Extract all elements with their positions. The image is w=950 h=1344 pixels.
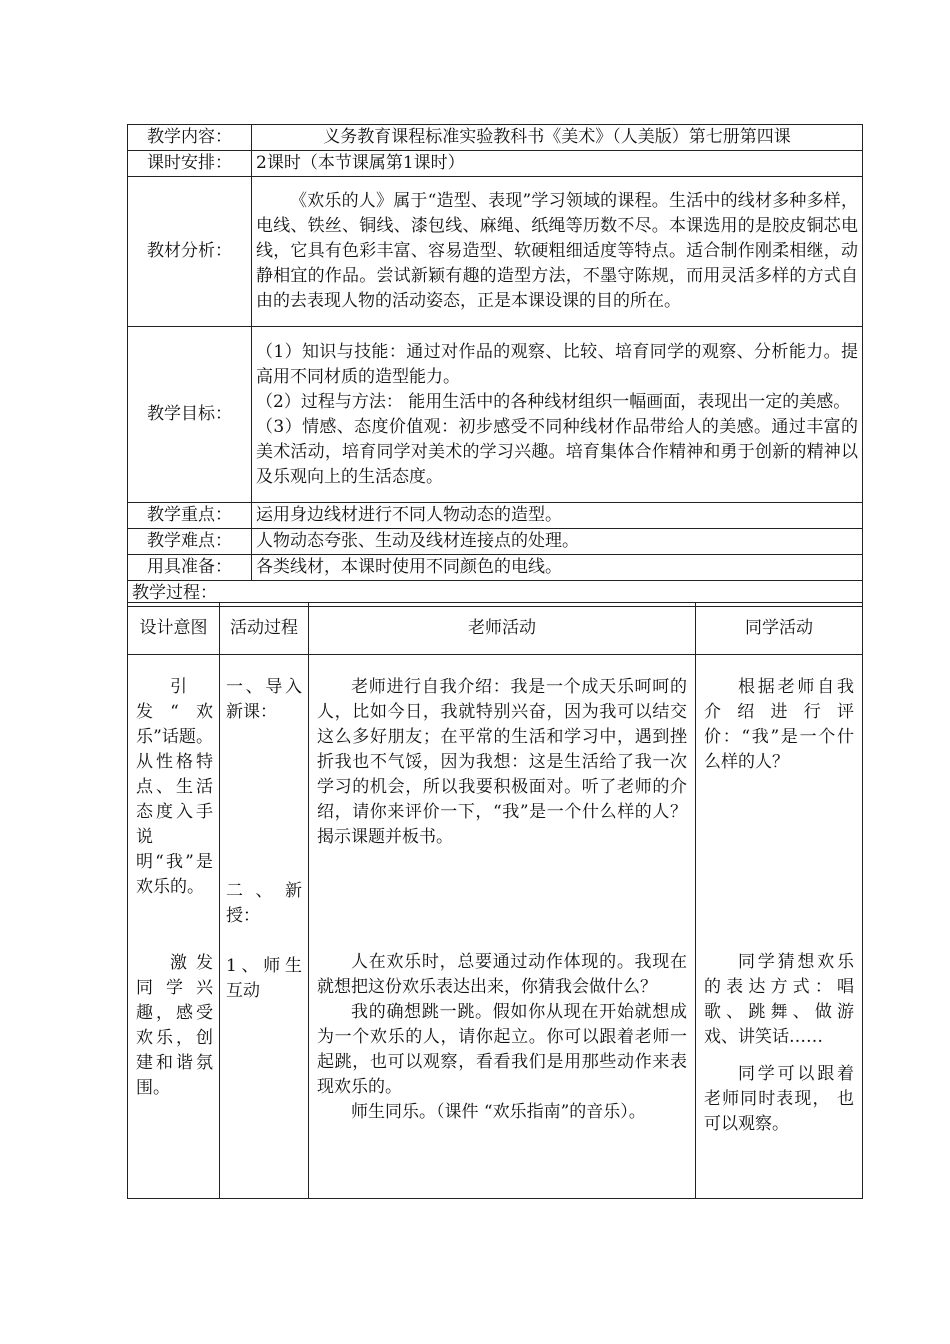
step-cell bbox=[220, 655, 309, 1199]
teacher-cell bbox=[309, 655, 696, 1199]
student-follow: 同学可以跟着老师同时表现， 也可以观察。 bbox=[704, 1064, 854, 1134]
header-intent: 设计意图 bbox=[128, 603, 220, 655]
content-value: 义务教育课程标准实验教科书《美术》（人美版）第七册第四课 bbox=[252, 125, 863, 151]
goal-attitude: （3）情感、态度价值观：初步感受不同种线材作品带给人的美感。通过丰富的美术活动，培育同学对美术的学习兴趣。培育集体合作精神和勇于创新的精神以及乐观向上的生活态度。 bbox=[256, 416, 858, 487]
analysis-label: 教材分析： bbox=[128, 177, 252, 327]
teacher-intro: 老师进行自我介绍：我是一个成天乐呵呵的人，比如今日，我就特别兴奋，因为我可以结交这么多好朋友；在平常的生活和学习中，遇到挫折我也不气馁，因为我想：这是生活给了我一次学习的机会，所以我要积极面对。听了老师的介绍，请你来评价一下，“我”是一个什么样的人？揭示课题并板书。 bbox=[317, 677, 687, 847]
teacher-music: 师生同乐。（课件 “欢乐指南”的音乐）。 bbox=[351, 1102, 646, 1122]
tools-label: 用具准备： bbox=[128, 555, 252, 581]
header-student: 同学活动 bbox=[696, 603, 863, 655]
difficulty-label: 教学难点： bbox=[128, 529, 252, 555]
intent-1: 引发“欢乐”话题。从性格特点、生活态度入手说明“我”是欢乐的。 bbox=[136, 677, 213, 897]
goal-process: （2）过程与方法： 能用生活中的各种线材组织一幅画面，表现出一定的美感。 bbox=[256, 391, 851, 412]
key-value: 运用身边线材进行不同人物动态的造型。 bbox=[252, 503, 863, 529]
goal-label: 教学目标： bbox=[128, 327, 252, 503]
step-intro: 一、导入新课： bbox=[226, 677, 302, 722]
header-step: 活动过程 bbox=[220, 603, 309, 655]
tools-value: 各类线材，本课时使用不同颜色的电线。 bbox=[252, 555, 863, 581]
key-label: 教学重点： bbox=[128, 503, 252, 529]
lesson-info-table bbox=[127, 124, 863, 607]
step-interaction: 1、师生互动 bbox=[226, 956, 302, 1001]
student-guess: 同学猜想欢乐的表达方式：唱歌、跳舞、做游戏、讲笑话…… bbox=[704, 952, 854, 1047]
process-label: 教学过程： bbox=[128, 581, 863, 607]
intent-cell bbox=[128, 655, 220, 1199]
intent-2: 激发同学兴趣，感受欢乐，创建和谐氛围。 bbox=[136, 953, 213, 1098]
content-label: 教学内容： bbox=[128, 125, 252, 151]
goal-knowledge: （1）知识与技能：通过对作品的观察、比较、培育同学的观察、分析能力。提高用不同材质的造型能力。 bbox=[256, 341, 858, 387]
header-teacher: 老师活动 bbox=[309, 603, 696, 655]
teacher-dance: 我的确想跳一跳。假如你从现在开始就想成为一个欢乐的人，请你起立。你可以跟着老师一起跳，也可以观察，看看我们是用那些动作来表现欢乐的。 bbox=[317, 1002, 687, 1097]
teaching-process-table bbox=[127, 602, 863, 1199]
goal-value bbox=[252, 327, 863, 503]
schedule-label: 课时安排： bbox=[128, 151, 252, 177]
difficulty-value: 人物动态夸张、生动及线材连接点的处理。 bbox=[252, 529, 863, 555]
analysis-value: 《欢乐的人》属于“造型、表现”学习领域的课程。生活中的线材多种多样，电线、铁丝、铜线、漆包线、麻绳、纸绳等历数不尽。本课选用的是胶皮铜芯电线，它具有色彩丰富、容易造型、软硬粗细适度等特点。适合制作刚柔相继，动静相宜的作品。尝试新颖有趣的造型方法，不墨守陈规，而用灵活多样的方式自由的去表现人物的活动姿态，正是本课设课的目的所在。 bbox=[252, 177, 863, 327]
student-evaluate: 根据老师自我介绍进行评价：“我”是一个什么样的人？ bbox=[704, 677, 854, 772]
step-new: 二、新授： bbox=[226, 881, 302, 926]
schedule-value: 2课时（本节课属第1课时） bbox=[252, 151, 863, 177]
student-cell bbox=[696, 655, 863, 1199]
teacher-question: 人在欢乐时，总要通过动作体现的。我现在就想把这份欢乐表达出来，你猜我会做什么？ bbox=[317, 952, 687, 997]
